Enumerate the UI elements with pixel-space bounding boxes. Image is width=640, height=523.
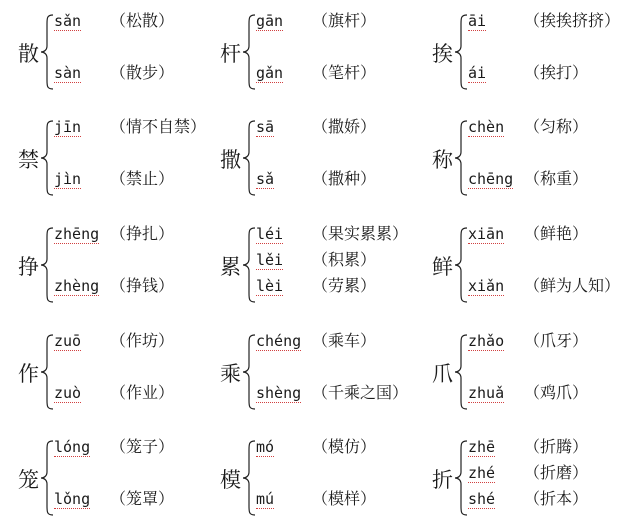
entry-xiān xyxy=(432,215,632,307)
pinyin-reading: sǎ xyxy=(256,170,275,188)
example-word: （折本） xyxy=(524,489,589,508)
pinyin-reading: zhǎo xyxy=(468,332,505,350)
example-word: （称重） xyxy=(524,169,589,188)
pinyin-reading: mú xyxy=(256,490,275,508)
example-word: （折腾） xyxy=(524,437,589,456)
pinyin-reading: ái xyxy=(468,64,487,82)
example-word: （挨挨挤挤） xyxy=(524,11,621,30)
example-word: （鸡爪） xyxy=(524,383,589,402)
pinyin-reading: mó xyxy=(256,438,275,456)
entry-jīn xyxy=(18,108,218,200)
character: 折 xyxy=(432,468,453,492)
character: 爪 xyxy=(432,362,453,386)
example-word: （模仿） xyxy=(312,437,377,456)
brace-icon xyxy=(454,334,468,414)
pinyin-reading: lěi xyxy=(256,251,284,269)
pinyin-reading: zhé xyxy=(468,464,496,482)
entry-mó xyxy=(220,428,420,520)
character: 模 xyxy=(220,468,241,492)
pinyin-reading: zhuǎ xyxy=(468,384,505,402)
pinyin-reading: gān xyxy=(256,12,284,30)
example-word: （千乘之国） xyxy=(312,383,409,402)
example-word: （撒娇） xyxy=(312,117,377,136)
example-word: （乘车） xyxy=(312,331,377,350)
entry-zhǎo xyxy=(432,322,632,414)
pinyin-reading: zuō xyxy=(54,332,82,350)
character: 笼 xyxy=(18,468,39,492)
pinyin-reading: chèn xyxy=(468,118,505,136)
entry-gān xyxy=(220,2,420,94)
pinyin-reading: jìn xyxy=(54,170,82,188)
pinyin-reading: sàn xyxy=(54,64,82,82)
brace-icon xyxy=(40,334,54,414)
pinyin-reading: lèi xyxy=(256,277,284,295)
entry-chèn xyxy=(432,108,632,200)
brace-icon xyxy=(40,120,54,200)
example-word: （撒种） xyxy=(312,169,377,188)
entry-āi xyxy=(432,2,632,94)
example-word: （挣钱） xyxy=(110,276,175,295)
example-word: （情不自禁） xyxy=(110,117,207,136)
brace-icon xyxy=(40,227,54,307)
pinyin-reading: xiān xyxy=(468,225,505,243)
example-word: （爪牙） xyxy=(524,331,589,350)
brace-icon xyxy=(242,440,256,520)
character: 挨 xyxy=(432,42,453,66)
example-word: （旗杆） xyxy=(312,11,377,30)
example-word: （模样） xyxy=(312,489,377,508)
example-word: （积累） xyxy=(312,250,377,269)
character: 挣 xyxy=(18,255,39,279)
example-word: （折磨） xyxy=(524,463,589,482)
brace-icon xyxy=(242,227,256,307)
entry-sā xyxy=(220,108,420,200)
entry-lóng xyxy=(18,428,218,520)
pinyin-reading: zhēng xyxy=(54,225,100,243)
character: 累 xyxy=(220,255,241,279)
pinyin-reading: zhèng xyxy=(54,277,100,295)
pinyin-reading: sǎn xyxy=(54,12,82,30)
character: 称 xyxy=(432,148,453,172)
pinyin-reading: xiǎn xyxy=(468,277,505,295)
pinyin-reading: āi xyxy=(468,12,487,30)
entry-chéng xyxy=(220,322,420,414)
pinyin-reading: sā xyxy=(256,118,275,136)
character: 乘 xyxy=(220,362,241,386)
entry-zhē xyxy=(432,428,632,520)
entry-zuō xyxy=(18,322,218,414)
example-word: （挨打） xyxy=(524,63,589,82)
example-word: （笼子） xyxy=(110,437,175,456)
brace-icon xyxy=(40,440,54,520)
character: 杆 xyxy=(220,42,241,66)
example-word: （作坊） xyxy=(110,331,175,350)
character: 鲜 xyxy=(432,255,453,279)
example-word: （禁止） xyxy=(110,169,175,188)
pinyin-reading: chēng xyxy=(468,170,514,188)
example-word: （劳累） xyxy=(312,276,377,295)
example-word: （鲜艳） xyxy=(524,224,589,243)
character: 散 xyxy=(18,42,39,66)
brace-icon xyxy=(242,14,256,94)
pinyin-reading: shèng xyxy=(256,384,302,402)
pinyin-reading: zuò xyxy=(54,384,82,402)
pinyin-reading: lóng xyxy=(54,438,91,456)
example-word: （鲜为人知） xyxy=(524,276,621,295)
pinyin-reading: lǒng xyxy=(54,490,91,508)
pinyin-reading: zhē xyxy=(468,438,496,456)
pinyin-reading: gǎn xyxy=(256,64,284,82)
character: 作 xyxy=(18,362,39,386)
brace-icon xyxy=(242,334,256,414)
brace-icon xyxy=(454,440,468,520)
example-word: （挣扎） xyxy=(110,224,175,243)
pinyin-reading: shé xyxy=(468,490,496,508)
brace-icon xyxy=(454,227,468,307)
example-word: （果实累累） xyxy=(312,224,409,243)
character: 禁 xyxy=(18,148,39,172)
brace-icon xyxy=(242,120,256,200)
brace-icon xyxy=(40,14,54,94)
pinyin-reading: léi xyxy=(256,225,284,243)
brace-icon xyxy=(454,14,468,94)
brace-icon xyxy=(454,120,468,200)
example-word: （散步） xyxy=(110,63,175,82)
example-word: （松散） xyxy=(110,11,175,30)
example-word: （笼罩） xyxy=(110,489,175,508)
example-word: （匀称） xyxy=(524,117,589,136)
entry-sǎn xyxy=(18,2,218,94)
entry-léi xyxy=(220,215,420,307)
example-word: （笔杆） xyxy=(312,63,377,82)
entry-zhēng xyxy=(18,215,218,307)
example-word: （作业） xyxy=(110,383,175,402)
pinyin-reading: chéng xyxy=(256,332,302,350)
character: 撒 xyxy=(220,148,241,172)
pinyin-reading: jīn xyxy=(54,118,82,136)
